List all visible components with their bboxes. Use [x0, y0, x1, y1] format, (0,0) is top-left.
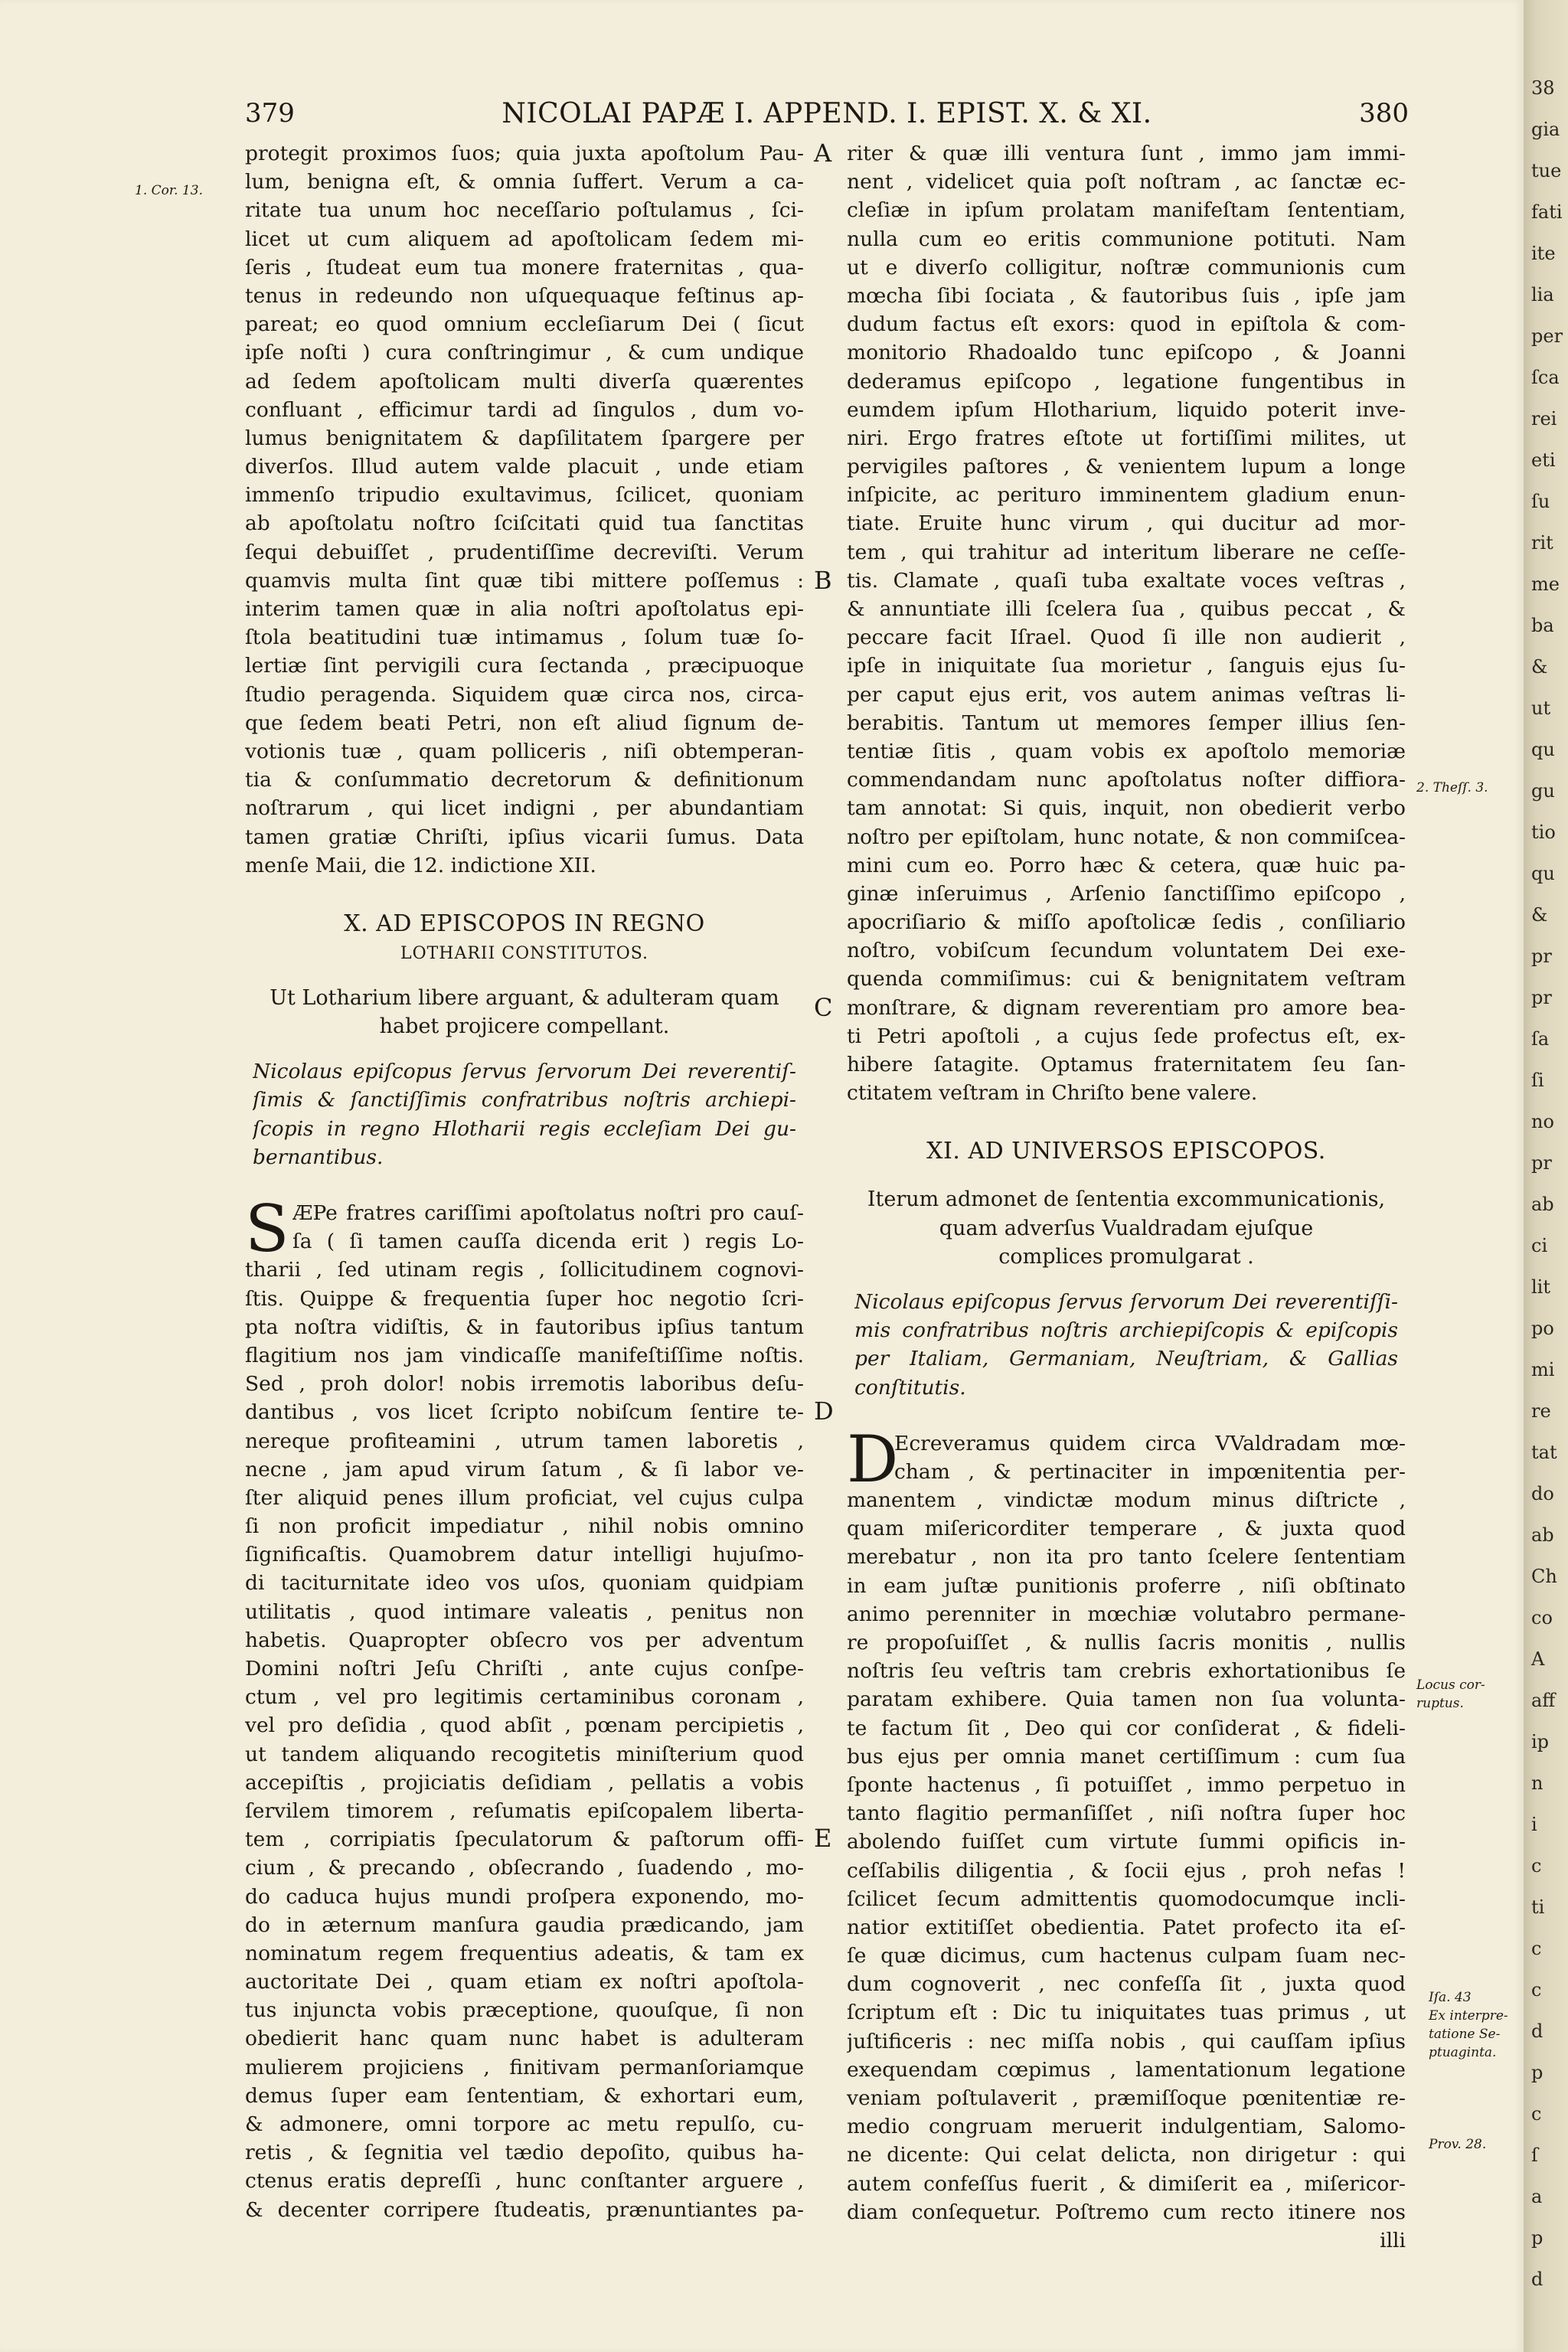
salutation-line: mis confratribus noſtris archiepiſcopis & epiſcopis — [854, 1318, 1398, 1343]
text-line: autem confeſſus fuerit , & dimiſerit ea , miſericor- — [847, 2171, 1406, 2196]
text-line: tamen gratiæ Chriſti, ipſius vicarii ſumus. Data — [245, 825, 804, 849]
text-line: ſeris , ſtudeat eum tua monere fraternitas , qua- — [245, 255, 804, 279]
edge-fragment: c — [1531, 1855, 1542, 1877]
text-line: dederamus epiſcopo , legatione fungentibus in — [847, 369, 1406, 394]
text-line: ſi non proficit impediatur , nihil nobis omnino — [245, 1514, 804, 1539]
salutation-line: conſtitutis. — [854, 1375, 966, 1400]
edge-fragment: pr — [1531, 1152, 1552, 1174]
edge-fragment: ſu — [1531, 491, 1550, 512]
edge-fragment: qu — [1531, 863, 1555, 884]
text-line: in eam juſtæ punitionis proferre , niſi obſtinato — [847, 1573, 1406, 1598]
edge-fragment: co — [1531, 1607, 1553, 1628]
text-line: dudum factus eſt exors: quod in epiſtola & com- — [847, 312, 1406, 337]
margin-note-locus-1: Locus cor- — [1416, 1677, 1485, 1693]
text-line: ipſe in iniquitate ſua morietur , ſanguis ejus ſu- — [847, 654, 1406, 678]
letter-x-body — [245, 1256, 804, 2223]
text-line: ſtudio peragenda. Siquidem quæ circa nos, circa- — [245, 682, 804, 707]
text-line: que ſedem beati Petri, non eſt aliud ſignum de- — [245, 710, 804, 735]
text-line: noſtrarum , qui licet indigni , per abundantiam — [245, 796, 804, 821]
salutation-line: bernantibus. — [253, 1145, 384, 1169]
margin-note-ex-3: ptuaginta. — [1429, 2045, 1497, 2060]
text-line: demus ſuper eam ſententiam, & exhortari eum, — [245, 2083, 804, 2108]
text-line: Ecreveramus quidem circa VValdradam mœ- — [894, 1431, 1406, 1455]
edge-fragment: fati — [1531, 201, 1563, 223]
edge-fragment: ſ — [1531, 2145, 1538, 2166]
edge-fragment: per — [1531, 325, 1563, 347]
text-line: cium , & precando , obſecrando , ſuadendo , mo- — [245, 1856, 804, 1880]
edge-fragment: p — [1531, 2227, 1544, 2249]
text-line: quamvis multa ſint quæ tibi mittere poſſemus : — [245, 568, 804, 593]
drop-cap-s: S — [245, 1191, 289, 1266]
text-line: tentiæ ſitis , quam vobis ex apoſtolo memoriæ — [847, 739, 1406, 763]
text-line: ſa ( ſi tamen cauſſa dicenda erit ) regis Lo- — [292, 1230, 804, 1254]
text-line: utilitatis , quod intimare valeatis , penitus non — [245, 1599, 804, 1624]
text-line: ipſe noſti ) cura conſtringimur , & cum undique — [245, 341, 804, 365]
edge-fragment: ut — [1531, 697, 1551, 719]
text-line: Domini noſtri Jeſu Chriſti , ante cujus conſpe- — [245, 1657, 804, 1681]
text-line: ſe quæ dicimus, cum hactenus culpam ſuam nec- — [847, 1944, 1406, 1968]
summary-x — [245, 984, 804, 1040]
text-line: ut e diverſo colligitur, noſtræ communionis cum — [847, 255, 1406, 279]
edge-fragment: pr — [1531, 987, 1552, 1008]
edge-fragment: ſca — [1531, 367, 1560, 388]
text-line: berabitis. Tantum ut memores ſemper illius ſen- — [847, 710, 1406, 735]
text-line: medio congruam meruerit indulgentiam, Salomo- — [847, 2115, 1406, 2139]
edge-fragment: Ch — [1531, 1566, 1557, 1587]
text-line: lumus benignitatem & dapſilitatem ſpargere per — [245, 426, 804, 450]
margin-note-prov: Prov. 28. — [1429, 2137, 1487, 2152]
text-line: ſtola beatitudini tuæ intimamus , ſolum tuæ ſo- — [245, 626, 804, 650]
letter-x-continuation — [847, 139, 1406, 1107]
text-line: abolendo fuiſſet cum virtute ſummi opificis in- — [847, 1830, 1406, 1854]
text-line: animo perenniter in mœchiæ volutabro permane- — [847, 1602, 1406, 1626]
edge-fragment: & — [1531, 904, 1548, 926]
text-line: do in æternum manſura gaudia prædicando, jam — [245, 1913, 804, 1937]
text-line: peccare facit Iſrael. Quod ſi ille non audierit , — [847, 626, 1406, 650]
text-line: diam conſequetur. Poſtremo cum recto itinere nos — [847, 2200, 1406, 2224]
text-line: tis. Clamate , quaſi tuba exaltate voces veſtras , — [847, 568, 1406, 593]
text-line: ceſſabilis diligentia , & ſocii ejus , proh nefas ! — [847, 1858, 1406, 1883]
salutation-x — [245, 1057, 804, 1171]
section-letter-a: A — [814, 139, 832, 168]
text-line: Sed , proh dolor! nobis irremotis laboribus deſu- — [245, 1372, 804, 1396]
section-letter-b: B — [814, 566, 832, 595]
text-line: ſcriptum eſt : Dic tu iniquitates tuas primus , ut — [847, 2001, 1406, 2025]
edge-fragment: a — [1531, 2186, 1543, 2207]
text-line: confluant , efficimur tardi ad ſingulos , dum vo- — [245, 397, 804, 422]
edge-fragment: no — [1531, 1111, 1554, 1132]
text-line: ſter aliquid penes illum proficiat, vel cujus culpa — [245, 1485, 804, 1510]
edge-fragment: d — [1531, 2269, 1544, 2290]
text-line: menſe Maii, die 12. indictione XII. — [245, 853, 596, 877]
section-subheading-x: LOTHARII CONSTITUTOS. — [400, 943, 649, 963]
text-line: apocriſiario & miſſo apoſtolicæ ſedis , conſiliario — [847, 910, 1406, 935]
text-line: mini cum eo. Porro hæc & cetera, quæ huic pa- — [847, 853, 1406, 877]
text-line: per caput ejus erit, vos autem animas veſtras li- — [847, 682, 1406, 707]
margin-note-isa: Iſa. 43 — [1429, 1990, 1472, 2005]
summary-xi — [847, 1185, 1406, 1271]
text-line: votionis tuæ , quam polliceris , niſi obtemperan- — [245, 739, 804, 763]
text-line: ÆPe fratres cariſſimi apoſtolatus noſtri pro cauſ- — [292, 1201, 804, 1225]
summary-line: complices promulgarat . — [998, 1244, 1254, 1269]
text-line: ut tandem aliquando recogitetis miniſterium quod — [245, 1742, 804, 1766]
text-line: tharii , ſed utinam regis , ſollicitudinem cognovi- — [245, 1258, 804, 1282]
text-line: ſponte hactenus , ſi potuiſſet , immo perpetuo in — [847, 1772, 1406, 1797]
text-line: exequendam cœpimus , lamentationum legatione — [847, 2057, 1406, 2082]
text-line: juſtificeris : nec miſſa nobis , qui cauſſam ipſius — [847, 2029, 1406, 2053]
running-title: NICOLAI PAPÆ I. APPEND. I. EPIST. X. & XI. — [501, 98, 1152, 129]
text-line: tus injuncta vobis præceptione, quouſque, ſi non — [245, 1998, 804, 2023]
margin-note-ex-1: Ex interpre- — [1429, 2008, 1508, 2024]
text-line: manentem , vindictæ modum minus diſtricte , — [847, 1488, 1406, 1513]
edge-fragment: ci — [1531, 1235, 1548, 1256]
text-line: interim tamen quæ in alia noſtri apoſtolatus epi- — [245, 597, 804, 621]
edge-fragment: n — [1531, 1772, 1544, 1794]
text-line: immenſo tripudio exultavimus, ſcilicet, quoniam — [245, 483, 804, 508]
text-line: retis , & ſegnitia vel tædio depoſito, quibus ha- — [245, 2141, 804, 2165]
edge-fragment: A — [1531, 1648, 1545, 1670]
text-line: monitorio Rhadoaldo tunc epiſcopo , & Joanni — [847, 341, 1406, 365]
edge-fragment: ſi — [1531, 1070, 1544, 1091]
salutation-line: ſimis & ſanctiſſimis confratribus noſtris archiepi- — [253, 1088, 796, 1112]
text-line: ab apoſtolatu noſtro ſciſcitati quid tua ſanctitas — [245, 511, 804, 536]
text-line: necne , jam apud virum ſatum , & ſi labor ve- — [245, 1457, 804, 1481]
letter-x-opening — [245, 1191, 804, 1266]
edge-fragment: mi — [1531, 1359, 1555, 1380]
edge-fragment: rit — [1531, 532, 1553, 554]
summary-line: Iterum admonet de ſententia excommunicationis, — [867, 1187, 1386, 1212]
text-line: tenus in redeundo non uſquequaque feſtinus ap- — [245, 283, 804, 308]
edge-fragment: ti — [1531, 1896, 1545, 1918]
text-line: tam annotat: Si quis, inquit, non obedierit verbo — [847, 796, 1406, 821]
text-line: ſtis. Quippe & frequentia ſuper hoc negotio ſcri- — [245, 1286, 804, 1311]
text-line: ti Petri apoſtoli , a cujus ſede profectus eſt, ex- — [847, 1024, 1406, 1048]
text-line: & decenter corripere ſtudeatis, prænuntiantes pa- — [245, 2197, 804, 2222]
text-line: lum, benigna eſt, & omnia ſuffert. Verum a ca- — [245, 170, 804, 194]
salutation-line: per Italiam, Germaniam, Neuſtriam, & Gallias — [854, 1347, 1398, 1371]
edge-fragment: c — [1531, 2103, 1542, 2125]
text-line: paratam exhibere. Quia tamen non ſua volunta- — [847, 1687, 1406, 1712]
next-page-edge — [1524, 0, 1568, 2352]
section-heading-x: X. AD EPISCOPOS IN REGNO — [344, 910, 705, 937]
section-letter-e: E — [814, 1824, 832, 1853]
text-line: dantibus , vos licet ſcripto nobiſcum ſentire te- — [245, 1400, 804, 1425]
edge-fragment: tat — [1531, 1442, 1557, 1463]
edge-fragment: gia — [1531, 119, 1560, 140]
text-line: habetis. Quapropter obſecro vos per adventum — [245, 1628, 804, 1652]
text-line: pervigiles paſtores , & venientem lupum a longe — [847, 455, 1406, 479]
text-line: ſequi debuiſſet , prudentiſſime decreviſti. Verum — [245, 540, 804, 564]
margin-note-locus-2: ruptus. — [1416, 1696, 1464, 1711]
text-line: nent , videlicet quia poſt noſtram , ac ſanctæ ec- — [847, 170, 1406, 194]
text-line: te factum ſit , Deo qui cor conſiderat , & fideli- — [847, 1716, 1406, 1740]
text-line: mulierem projiciens , finitivam permanſoriamque — [245, 2055, 804, 2079]
section-letter-d: D — [814, 1396, 834, 1426]
text-line: bus ejus per omnia manet certiſſimum : cum ſua — [847, 1744, 1406, 1769]
text-line: mœcha ſibi ſociata , & fautoribus ſuis , ipſe jam — [847, 283, 1406, 308]
text-line: flagitium nos jam vindicaſſe manifeſtiſſime noſtis. — [245, 1343, 804, 1367]
text-line: pareat; eo quod omnium eccleſiarum Dei ( ſicut — [245, 312, 804, 337]
edge-fragment: me — [1531, 573, 1560, 595]
text-line: nereque profiteamini , utrum tamen laboretis , — [245, 1429, 804, 1453]
text-line: merebatur , non ita pro tanto ſcelere ſententiam — [847, 1545, 1406, 1570]
text-line: tanto flagitio permanſiſſet , niſi noſtra ſuper hoc — [847, 1802, 1406, 1826]
edge-fragment: ba — [1531, 615, 1554, 636]
text-line: quenda commiſimus: cui & benignitatem veſtram — [847, 967, 1406, 991]
text-line: ritate tua unum hoc neceſſario poſtulamus , ſci- — [245, 198, 804, 223]
text-line: natior extitiſſet obedientia. Patet profecto ita eſ- — [847, 1915, 1406, 1939]
text-line: veniam poſtulaverit , præmiſſoque pœnitentiæ re- — [847, 2086, 1406, 2110]
text-line: di taciturnitate ideo vos uſos, quoniam quidpiam — [245, 1571, 804, 1596]
margin-note-thess: 2. Theſſ. 3. — [1416, 780, 1488, 795]
edge-fragment: do — [1531, 1483, 1554, 1504]
margin-note-cor: 1. Cor. 13. — [135, 183, 203, 198]
text-line: lertiæ ſint pervigili cura ſectanda , præcipuoque — [245, 654, 804, 678]
text-line: diverſos. Illud autem valde placuit , unde etiam — [245, 455, 804, 479]
summary-line: quam adverſus Vualdradam ejuſque — [939, 1216, 1314, 1240]
text-line: ſervilem timorem , reſumatis epiſcopalem liberta- — [245, 1798, 804, 1823]
last-line: illi — [1380, 2228, 1406, 2252]
text-line: dum cognoverit , nec confeſſa ſit , juxta quod — [847, 1972, 1406, 1997]
text-line: cleſiæ in ipſum prolatam manifeſtam ſententiam, — [847, 198, 1406, 223]
edge-fragment: c — [1531, 1938, 1542, 1959]
edge-fragment: ſa — [1531, 1028, 1550, 1050]
text-line: accepiſtis , projiciatis deſidiam , pellatis a vobis — [245, 1770, 804, 1795]
text-line: & annuntiate illi ſcelera ſua , quibus peccat , & — [847, 597, 1406, 621]
edge-fragment: pr — [1531, 946, 1552, 967]
drop-cap-d: D — [847, 1421, 899, 1497]
page-number-left: 379 — [245, 98, 295, 129]
text-line: tem , qui trahitur ad interitum liberare ne ceſſe- — [847, 540, 1406, 564]
text-line: ad ſedem apoſtolicam multi diverſa quærentes — [245, 369, 804, 394]
text-line: ſignificaſtis. Quamobrem datur intelligi hujuſmo- — [245, 1543, 804, 1567]
text-line: tiate. Eruite hunc virum , qui ducitur ad mor- — [847, 511, 1406, 536]
edge-fragment: lit — [1531, 1276, 1550, 1298]
text-line: tia & conſummatio decretorum & definitionum — [245, 768, 804, 792]
edge-fragment: ip — [1531, 1731, 1550, 1753]
text-line: eumdem ipſum Hlotharium, liquido poterit inve- — [847, 397, 1406, 422]
text-line: ginæ inſeruimus , Arſenio ſanctiſſimo epiſcopo , — [847, 881, 1406, 906]
edge-fragment: aff — [1531, 1690, 1556, 1711]
text-line: tem , corripiatis ſpeculatorum & paſtorum offi- — [245, 1828, 804, 1852]
summary-line: Ut Lotharium libere arguant, & adulteram quam — [270, 985, 779, 1010]
left-column — [245, 139, 804, 2291]
letter-xi-body — [847, 1486, 1406, 2226]
letter-xi-opening — [847, 1421, 1406, 1497]
edge-fragment: 38 — [1531, 77, 1555, 99]
edge-fragment: i — [1531, 1814, 1537, 1835]
salutation-line: Nicolaus epiſcopus ſervus ſervorum Dei reverentiſ- — [253, 1060, 796, 1084]
edge-fragment: rei — [1531, 408, 1557, 430]
edge-fragment: eti — [1531, 449, 1556, 471]
section-letter-c: C — [814, 993, 833, 1022]
margin-note-ex-2: tatione Se- — [1429, 2027, 1501, 2042]
text-line: niri. Ergo fratres eſtote ut fortiſſimi milites, ut — [847, 426, 1406, 450]
text-line: protegit proximos ſuos; quia juxta apoſtolum Pau- — [245, 142, 804, 165]
section-heading-xi: XI. AD UNIVERSOS EPISCOPOS. — [926, 1138, 1326, 1165]
salutation-line: Nicolaus epiſcopus ſervus ſervorum Dei reverentiſſi- — [854, 1289, 1398, 1314]
text-line: do caduca hujus mundi proſpera exponendo, mo- — [245, 1884, 804, 1909]
running-header — [245, 98, 1409, 136]
text-line: ctum , vel pro legitimis certaminibus coronam , — [245, 1685, 804, 1710]
text-line: licet ut cum aliquem ad apoſtolicam ſedem mi- — [245, 227, 804, 251]
text-line: nulla cum eo eritis communione potituti. Nam — [847, 227, 1406, 251]
salutation-xi — [847, 1288, 1406, 1402]
edge-fragment: lia — [1531, 284, 1554, 305]
text-line: ctitatem veſtram in Chriſto bene valere. — [847, 1081, 1258, 1106]
text-line: monſtrare, & dignam reverentiam pro amore bea- — [847, 995, 1406, 1020]
text-line: riter & quæ illi ventura ſunt , immo jam immi- — [847, 142, 1406, 165]
text-line: pta noſtra vidiſtis, & in fautoribus ipſius tantum — [245, 1315, 804, 1339]
text-line: cham , & pertinaciter in impœnitentia per- — [894, 1459, 1406, 1484]
text-line: vel pro deſidia , quod abſit , pœnam percipietis , — [245, 1713, 804, 1738]
page-number-right: 380 — [1359, 98, 1409, 129]
text-line: commendandam nunc apoſtolatus noſter diffiora- — [847, 768, 1406, 792]
edge-fragment: ab — [1531, 1524, 1554, 1546]
text-line: noſtro, vobiſcum ſecundum voluntatem Dei exe- — [847, 939, 1406, 963]
text-line: hibere ſatagite. Optamus fraternitatem ſeu ſan- — [847, 1053, 1406, 1076]
edge-fragment: d — [1531, 2020, 1544, 2042]
edge-fragment: c — [1531, 1979, 1542, 2001]
edge-fragment: ite — [1531, 243, 1556, 264]
edge-fragment: ab — [1531, 1194, 1554, 1215]
edge-fragment: tio — [1531, 822, 1556, 843]
edge-fragment: po — [1531, 1318, 1554, 1339]
edge-fragment: re — [1531, 1400, 1551, 1422]
salutation-line: ſcopis in regno Hlotharii regis eccleſiam Dei gu- — [253, 1116, 796, 1141]
text-line: nominatum regem frequentius adeatis, & tam ex — [245, 1941, 804, 1965]
text-line: re propoſuiſſet , & nullis ſacris monitis , nullis — [847, 1631, 1406, 1655]
letter-ix-ending — [245, 139, 804, 880]
text-line: ne dicente: Qui celat delicta, non dirigetur : qui — [847, 2143, 1406, 2167]
text-line: obedierit hanc quam nunc habet is adulteram — [245, 2027, 804, 2051]
edge-fragment: tue — [1531, 160, 1562, 181]
text-line: quam miſericorditer temperare , & juxta quod — [847, 1517, 1406, 1541]
text-line: & admonere, omni torpore ac metu repulſo, cu- — [245, 2112, 804, 2136]
text-line: ſcilicet ſecum admittentis quomodocumque incli- — [847, 1886, 1406, 1911]
text-line: noſtris ſeu veſtris tam crebris exhortationibus ſe — [847, 1659, 1406, 1684]
text-line: auctoritate Dei , quam etiam ex noſtri apoſtola- — [245, 1970, 804, 1994]
text-line: ctenus eratis depreſſi , hunc conſtanter arguere , — [245, 2169, 804, 2194]
text-line: noſtro per epiſtolam, hunc notate, & non commiſcea- — [847, 825, 1406, 849]
edge-fragment: p — [1531, 2062, 1544, 2083]
text-line: inſpicite, ac perituro imminentem gladium enun- — [847, 483, 1406, 508]
right-column — [847, 139, 1406, 2291]
edge-fragment: & — [1531, 656, 1548, 678]
edge-fragment: gu — [1531, 780, 1555, 802]
summary-line: habet projicere compellant. — [379, 1014, 670, 1039]
edge-fragment: qu — [1531, 739, 1555, 760]
